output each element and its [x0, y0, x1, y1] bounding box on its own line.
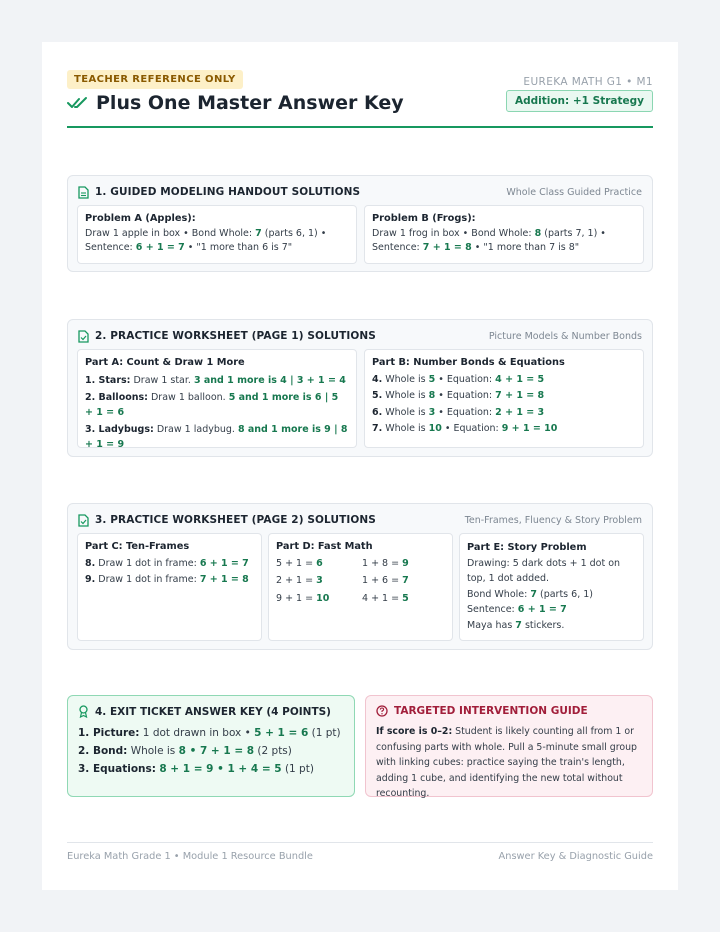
intervention-header — [376, 705, 588, 717]
footer-right: Answer Key & Diagnostic Guide — [498, 851, 653, 862]
intervention-title: TARGETED INTERVENTION GUIDE — [394, 705, 588, 717]
list-item: 7. Whole is 10 • Equation: 9 + 1 = 10 — [372, 423, 558, 434]
page-header — [67, 70, 653, 128]
part-d-card — [268, 533, 453, 641]
section-subtitle: Whole Class Guided Practice — [506, 186, 642, 198]
section-subtitle: Ten-Frames, Fluency & Story Problem — [464, 514, 642, 526]
part-c-card — [77, 533, 262, 641]
story-bond: Bond Whole: 7 (parts 6, 1) — [467, 588, 593, 600]
list-item: 8. Draw 1 dot in frame: 6 + 1 = 7 — [85, 557, 249, 569]
list-item: 3. Ladybugs: Draw 1 ladybug. 8 and 1 more is 9 | 8 + 1 = 9 — [85, 424, 348, 450]
section-header — [78, 184, 642, 200]
list-item: 5. Whole is 8 • Equation: 7 + 1 = 8 — [372, 390, 545, 401]
document-check-icon — [78, 330, 89, 343]
part-a-heading: Part A: Count & Draw 1 More — [85, 357, 245, 368]
fact-item: 1 + 8 = 9 — [362, 557, 409, 569]
exit-ticket-list — [78, 724, 341, 778]
fast-math-grid — [276, 557, 445, 607]
list-item: 6. Whole is 3 • Equation: 2 + 1 = 3 — [372, 406, 545, 418]
strategy-badge: Addition: +1 Strategy — [506, 90, 653, 112]
part-d-heading: Part D: Fast Math — [276, 541, 373, 552]
fact-item: 9 + 1 = 10 — [276, 592, 330, 604]
intervention-text: If score is 0–2: Student is likely counting all from 1 or confusing parts with whole. Pull a 5-minute small group with linking cubes: practice saying the train's length, adding 1 cube, and identifying the new total without recounting. — [376, 726, 637, 799]
exit-ticket-panel — [67, 695, 355, 797]
list-item: 1. Picture: 1 dot drawn in box • 5 + 1 = 6 (1 pt) — [78, 727, 341, 739]
list-item: 3. Equations: 8 + 1 = 9 • 1 + 4 = 5 (1 pt) — [78, 763, 314, 775]
section-title: 1. GUIDED MODELING HANDOUT SOLUTIONS — [95, 186, 361, 198]
problem-b-card — [364, 205, 644, 264]
page-footer — [67, 842, 653, 862]
part-c-heading: Part C: Ten-Frames — [85, 541, 190, 552]
footer-left: Eureka Math Grade 1 • Module 1 Resource Bundle — [67, 851, 313, 862]
story-drawing: Drawing: 5 dark dots + 1 dot on top, 1 dot added. — [467, 557, 621, 584]
exit-ticket-title: 4. EXIT TICKET ANSWER KEY (4 POINTS) — [95, 705, 331, 718]
part-e-card — [459, 533, 644, 641]
teacher-only-tag: TEACHER REFERENCE ONLY — [67, 70, 243, 89]
list-item: 9. Draw 1 dot in frame: 7 + 1 = 8 — [85, 574, 249, 585]
problem-a-heading: Problem A (Apples): — [85, 213, 196, 224]
list-item: 4. Whole is 5 • Equation: 4 + 1 = 5 — [372, 373, 545, 385]
double-check-icon — [67, 96, 89, 110]
fact-item: 2 + 1 = 3 — [276, 575, 323, 586]
part-b-card — [364, 349, 644, 448]
list-item: 2. Balloons: Draw 1 balloon. 5 and 1 more is 6 | 5 + 1 = 6 — [85, 392, 339, 418]
fact-item: 1 + 6 = 7 — [362, 575, 409, 586]
section-header — [78, 328, 642, 344]
section-worksheet-page-2 — [67, 503, 653, 650]
section-guided-modeling — [67, 175, 653, 272]
page-title-row — [67, 92, 404, 114]
award-icon — [78, 705, 89, 718]
section-title: 2. PRACTICE WORKSHEET (PAGE 1) SOLUTIONS — [95, 330, 376, 342]
section-subtitle: Picture Models & Number Bonds — [488, 330, 642, 342]
problem-a-text: Draw 1 apple in box • Bond Whole: 7 (parts 6, 1) • Sentence: 6 + 1 = 7 • "1 more than 6 is 7" — [85, 227, 327, 253]
help-circle-icon — [376, 705, 388, 717]
document-icon — [78, 186, 89, 199]
exit-ticket-header — [78, 705, 331, 718]
intervention-panel — [365, 695, 653, 797]
problem-b-heading: Problem B (Frogs): — [372, 213, 476, 224]
fact-item: 4 + 1 = 5 — [362, 592, 409, 604]
document-check-icon — [78, 514, 89, 527]
section-header — [78, 512, 642, 528]
list-item: 2. Bond: Whole is 8 • 7 + 1 = 8 (2 pts) — [78, 745, 292, 757]
curriculum-label: EUREKA MATH G1 • M1 — [523, 76, 653, 88]
list-item: 1. Stars: Draw 1 star. 3 and 1 more is 4 | 3 + 1 = 4 — [85, 374, 346, 386]
part-e-heading: Part E: Story Problem — [467, 542, 587, 553]
part-b-heading: Part B: Number Bonds & Equations — [372, 357, 565, 368]
section-title: 3. PRACTICE WORKSHEET (PAGE 2) SOLUTIONS — [95, 514, 376, 526]
problem-a-card — [77, 205, 357, 264]
part-a-card — [77, 349, 357, 448]
section-worksheet-page-1 — [67, 319, 653, 457]
fact-item: 5 + 1 = 6 — [276, 557, 323, 569]
page-title: Plus One Master Answer Key — [96, 92, 404, 114]
story-sentence: Sentence: 6 + 1 = 7 — [467, 604, 567, 615]
story-answer: Maya has 7 stickers. — [467, 619, 565, 631]
problem-b-text: Draw 1 frog in box • Bond Whole: 8 (parts 7, 1) • Sentence: 7 + 1 = 8 • "1 more than 7 is 8" — [372, 227, 606, 253]
answer-key-page — [42, 42, 678, 890]
